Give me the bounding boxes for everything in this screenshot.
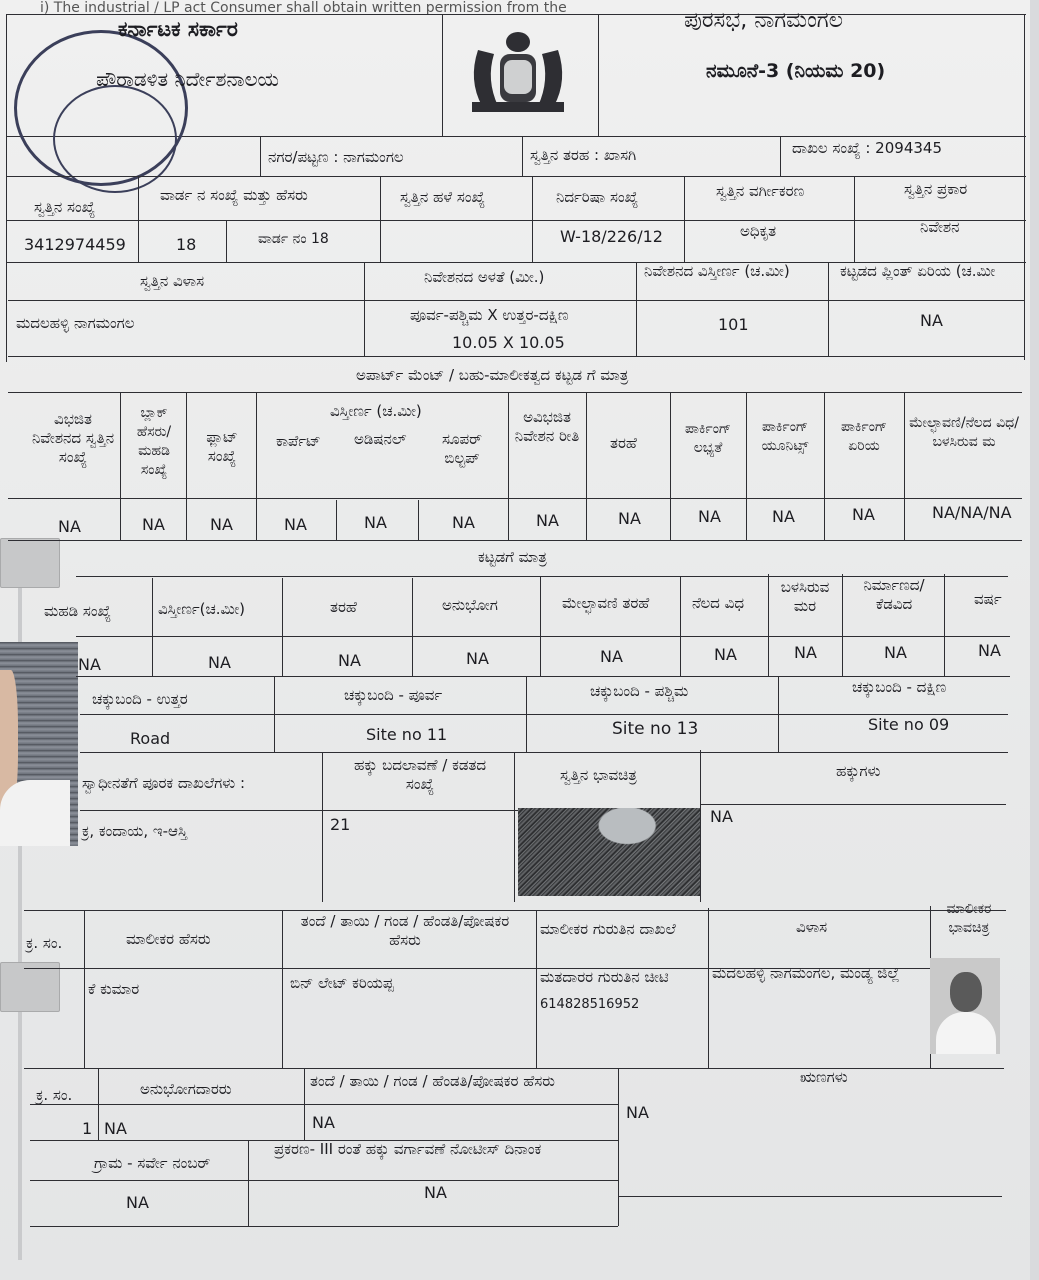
header-owner-relative: ತಂದೆ / ತಾಯಿ / ಗಂಡ / ಹೆಂಡತಿ/ಪೋಷಕರ ಹೆಸರು xyxy=(300,912,510,949)
header-roof-floor: ಮೇಲ್ಛಾವಣಿ/ನೆಲದ ವಿಧ/ಬಳಸಿರುವ ಮ xyxy=(909,415,1019,450)
header-divided-prop: ವಿಭಜಿತ ನಿವೇಶನದ ಸ್ವತ್ತಿನ ಸಂಖ್ಯೆ xyxy=(31,410,115,466)
header-flat: ಫ್ಲಾಟ್ ಸಂಖ್ಯೆ xyxy=(206,428,238,465)
header-survey: ಗ್ರಾಮ - ಸರ್ವೇ ನಂಬರ್ xyxy=(94,1154,211,1172)
header-assessment-no: ನಿರ್ದರಿಷಾ ಸಂಖ್ಯೆ xyxy=(556,188,639,206)
bld-value-8: NA xyxy=(884,643,907,662)
header-occupant-sl: ಕ್ರ. ಸಂ. xyxy=(36,1086,73,1104)
header-old-no: ಸ್ವತ್ತಿನ ಹಳೆ ಸಂಖ್ಯೆ xyxy=(400,188,486,206)
property-photo xyxy=(518,808,700,896)
header-classification: ಸ್ವತ್ತಿನ ವರ್ಗೀಕರಣ xyxy=(716,182,805,200)
header-undivided: ಅವಿಭಜಿತ ನಿವೇಶನ ರೀತಿ xyxy=(514,408,580,445)
survey-value: NA xyxy=(126,1193,149,1212)
header-possession-docs: ಸ್ವಾಧೀನತೆಗೆ ಪೂರಕ ದಾಖಲೆಗಳು : xyxy=(82,774,246,792)
site-area-value: 101 xyxy=(718,315,749,334)
owner-name-value: ಕೆ ಕುಮಾರ xyxy=(88,980,140,998)
city-label: ನಗರ/ಪಟ್ಟಣ : ನಾಗಮಂಗಲ xyxy=(268,148,404,166)
header-loans: ಋಣಗಳು xyxy=(800,1068,848,1086)
plinth-value: NA xyxy=(920,311,943,330)
ward-name: ವಾರ್ಡ ನಂ 18 xyxy=(258,231,329,247)
prop-kind-value: ನಿವೇಶನ xyxy=(920,218,960,236)
apt-value-5: NA xyxy=(364,513,387,532)
header-roof-type: ಮೇಲ್ಛಾವಣಿ ತರಹೆ xyxy=(562,594,650,612)
bld-value-2: NA xyxy=(208,653,231,672)
header-owner-id: ಮಾಲೀಕರ ಗುರುತಿನ ದಾಖಲೆ xyxy=(540,920,676,938)
header-address: ಸ್ವತ್ತಿನ ವಿಳಾಸ xyxy=(140,272,205,290)
apartment-section-title: ಅಪಾರ್ಟ್ ಮೆಂಟ್ / ಬಹು-ಮಾಲೀಕತ್ವದ ಕಟ್ಟಡ ಗೆ ಮಾತ್ರ xyxy=(356,366,629,384)
owner-id-number: 614828516952 xyxy=(540,997,640,1012)
ward-number: 18 xyxy=(176,235,197,254)
header-wood-used: ಬಳಸಿರುವ ಮರ xyxy=(780,578,830,615)
municipality-title: ಪುರಸಭ, ನಾಗಮಂಗಲ xyxy=(684,8,843,33)
transfer-file-value: 21 xyxy=(330,815,351,834)
building-section-title: ಕಟ್ಟಡಗೆ ಮಾತ್ರ xyxy=(478,548,547,566)
header-floor-area: ವಿಸ್ತೀರ್ಣ(ಚ.ಮೀ) xyxy=(158,600,246,618)
address-value: ಮದಲಹಳ್ಳಿ ನಾಗಮಂಗಲ xyxy=(16,314,135,332)
header-year: ವರ್ಷ xyxy=(974,590,1002,608)
bld-value-6: NA xyxy=(714,645,737,664)
boundary-south-label: ಚಕ್ಕುಬಂದಿ - ದಕ್ಷಿಣ xyxy=(852,678,947,696)
binder-clip-top xyxy=(0,538,60,588)
boundary-north-value: Road xyxy=(130,729,171,748)
owner-relative-value: ಬಿನ್ ಲೇಟ್ ಕರಿಯಪ್ಪ xyxy=(290,974,394,992)
municipal-seal-stamp xyxy=(14,30,188,186)
apt-value-7: NA xyxy=(536,511,559,530)
header-floor-type: ತರಹೆ xyxy=(330,598,357,616)
bld-value-9: NA xyxy=(978,641,1001,660)
header-parking-area: ಪಾರ್ಕಿಂಗ್ ಏರಿಯ xyxy=(840,419,888,454)
government-title: ಕರ್ನಾಟಕ ಸರ್ಕಾರ xyxy=(118,17,238,41)
boundary-east-value: Site no 11 xyxy=(366,725,448,744)
bld-value-4: NA xyxy=(466,649,489,668)
apt-value-9: NA xyxy=(698,507,721,526)
header-area-sqm: ವಿಸ್ತೀರ್ಣ (ಚ.ಮೀ) xyxy=(330,402,422,420)
apt-value-8: NA xyxy=(618,509,641,528)
apt-value-1: NA xyxy=(58,517,81,536)
boundary-west-label: ಚಕ್ಕುಬಂದಿ - ಪಶ್ಚಿಮ xyxy=(590,682,689,700)
bld-value-7: NA xyxy=(794,643,817,662)
header-occupant-relative: ತಂದೆ / ತಾಯಿ / ಗಂಡ / ಹೆಂಡತಿ/ಪೋಷಕರ ಹೆಸರು xyxy=(310,1072,555,1090)
occupant-relative-value: NA xyxy=(312,1113,335,1132)
occupant-sl-value: 1 xyxy=(82,1119,93,1138)
header-ward: ವಾರ್ಡ ನ ಸಂಖ್ಯೆ ಮತ್ತು ಹೆಸರು xyxy=(160,186,308,204)
dimension-value: 10.05 X 10.05 xyxy=(452,333,565,352)
header-plinth: ಕಟ್ಟಡದ ಪ್ಲಿಂತ್ ಏರಿಯ (ಚ.ಮೀ xyxy=(840,262,996,280)
boundary-south-value: Site no 09 xyxy=(868,715,950,734)
header-owner-photo: ಮಾಲೀಕರ ಭಾವಚಿತ್ರ xyxy=(946,901,992,936)
header-occupant-name: ಅನುಭೋಗದಾರರು xyxy=(140,1080,232,1098)
boundary-east-label: ಚಕ್ಕುಬಂದಿ - ಪೂರ್ವ xyxy=(344,686,443,704)
directorate-title: ಪೌರಾಡಳಿತ ನಿರ್ದೇಶನಾಲಯ xyxy=(96,67,279,91)
header-transfer-file: ಹಕ್ಕು ಬದಲಾವಣೆ / ಕಡತದ ಸಂಖ್ಯೆ xyxy=(353,756,487,793)
header-property-photo: ಸ್ವತ್ತಿನ ಭಾವಚಿತ್ರ xyxy=(560,766,637,784)
header-owner-address: ವಿಳಾಸ xyxy=(796,918,828,936)
apt-value-11: NA xyxy=(852,505,875,524)
apt-value-10: NA xyxy=(772,507,795,526)
state-emblem xyxy=(458,20,578,116)
boundary-west-value: Site no 13 xyxy=(612,719,699,739)
owner-address-value: ಮದಲಹಳ್ಳಿ ನಾಗಮಂಗಲ, ಮಂಡ್ಯ ಜಿಲ್ಲೆ xyxy=(712,964,900,982)
header-floor-no: ಮಹಡಿ ಸಂಖ್ಯೆ xyxy=(44,602,112,620)
header-prop-kind: ಸ್ವತ್ತಿನ ಪ್ರಕಾರ xyxy=(904,180,968,198)
header-parking-avail: ಪಾರ್ಕಿಂಗ್ ಲಭ್ಯತೆ xyxy=(684,421,732,456)
bld-value-1: NA xyxy=(78,655,101,674)
header-dimensions: ನಿವೇಶನದ ಅಳತೆ (ಮೀ.) xyxy=(424,268,545,286)
loans-value: NA xyxy=(626,1103,649,1122)
possession-docs-value: ಕ್ರ, ಕಂದಾಯ, ಇ-ಆಸ್ತಿ xyxy=(82,822,188,840)
apt-value-2: NA xyxy=(142,515,165,534)
binder-clip-bottom xyxy=(0,962,60,1012)
header-additional: ಅಡಿಷನಲ್ xyxy=(354,430,407,448)
document-number: ದಾಖಲ ಸಂಖ್ಯೆ : 2094345 xyxy=(792,139,942,157)
header-owner-sl: ಕ್ರ. ಸಂ. xyxy=(26,934,63,952)
header-property-no: ಸ್ವತ್ತಿನ ಸಂಖ್ಯೆ xyxy=(34,198,96,216)
classification-value: ಅಧಿಕೃತ xyxy=(740,222,777,240)
bld-value-3: NA xyxy=(338,651,361,670)
owner-id-type: ಮತದಾರರ ಗುರುತಿನ ಚೀಟಿ xyxy=(540,968,669,986)
boundary-north-label: ಚಕ್ಕುಬಂದಿ - ಉತ್ತರ xyxy=(92,690,188,708)
rights-value: NA xyxy=(710,807,733,826)
header-parking-units: ಪಾರ್ಕಿಂಗ್ ಯೂನಿಟ್ಸ್ xyxy=(761,419,809,454)
property-type-label: ಸ್ವತ್ತಿನ ತರಹ : ಖಾಸಗಿ xyxy=(530,146,637,164)
form-number: ನಮೂನೆ-3 (ನಿಯಮ 20) xyxy=(706,60,886,82)
header-construction: ನಿರ್ಮಾಣದ/ ಕೆಡವಿದ xyxy=(863,576,925,613)
header-transfer-notice: ಪ್ರಕರಣ- III ರಂತೆ ಹಕ್ಕು ವರ್ಗಾವಣೆ ನೋಟೀಸ್ ದಿನಾಂಕ xyxy=(274,1140,542,1158)
header-block: ಬ್ಲಾಕ್ ಹೆಸರು/ ಮಹಡಿ ಸಂಖ್ಯೆ xyxy=(136,405,172,478)
header-site-area: ನಿವೇಶನದ ವಿಸ್ತೀರ್ಣ (ಚ.ಮೀ) xyxy=(644,262,790,280)
apt-value-3: NA xyxy=(210,515,233,534)
header-usage: ಅನುಭೋಗ xyxy=(442,596,498,614)
header-carpet: ಕಾರ್ಪೆಟ್ xyxy=(276,432,321,450)
top-note: i) The industrial / LP act Consumer shall obtain written permission from the xyxy=(40,0,567,16)
bld-value-5: NA xyxy=(600,647,623,666)
occupant-name-value: NA xyxy=(104,1119,127,1138)
dimension-label: ಪೂರ್ವ-ಪಶ್ಚಿಮ X ಉತ್ತರ-ದಕ್ಷಿಣ xyxy=(410,306,569,324)
owner-photo xyxy=(930,958,1000,1054)
header-owner-name: ಮಾಲೀಕರ ಹೆಸರು xyxy=(126,930,211,948)
header-superbuilt: ಸೂಪರ್ ಬಿಲ್ಟಪ್ xyxy=(442,430,482,467)
side-photo-shirt xyxy=(0,780,70,846)
apt-value-6: NA xyxy=(452,513,475,532)
header-flooring: ನೆಲದ ವಿಧ xyxy=(692,594,745,612)
header-type: ತರಹೆ xyxy=(610,434,637,452)
transfer-notice-value: NA xyxy=(424,1183,447,1202)
header-rights: ಹಕ್ಕುಗಳು xyxy=(836,762,881,780)
apt-value-4: NA xyxy=(284,515,307,534)
property-number: 3412974459 xyxy=(24,235,126,254)
assessment-number: W-18/226/12 xyxy=(560,227,663,246)
apt-value-12: NA/NA/NA xyxy=(932,503,1012,522)
